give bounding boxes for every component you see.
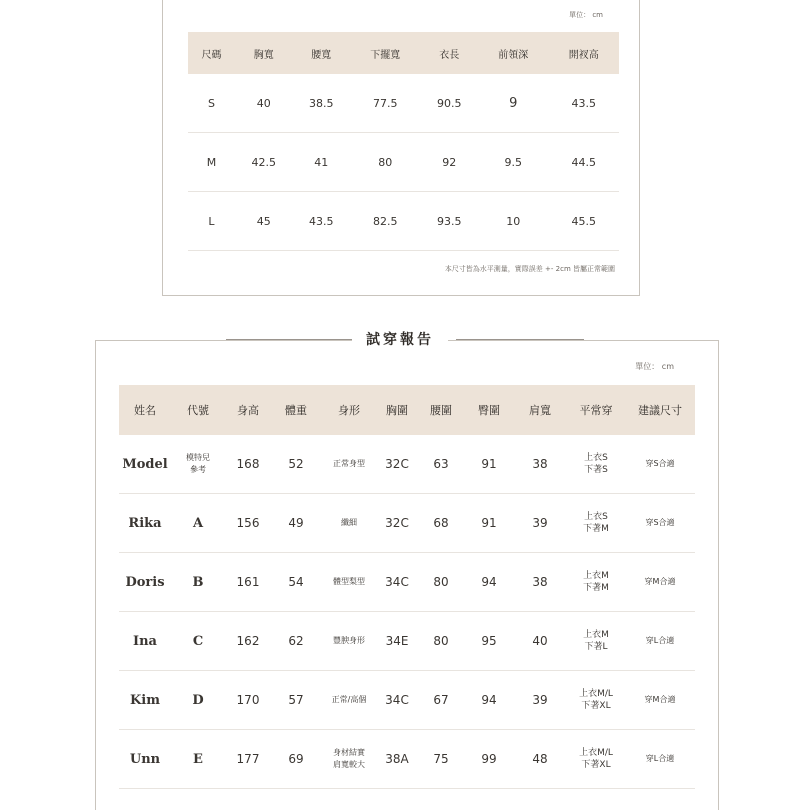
usual-top-size: 上衣M — [583, 630, 609, 640]
shoulder-cell: 38 — [513, 553, 567, 612]
tester-name: Doris — [119, 553, 171, 612]
bust-cell: 32C — [377, 435, 417, 494]
table-cell: 77.5 — [350, 74, 420, 133]
height-cell: 168 — [225, 435, 271, 494]
tester-name: Rika — [119, 494, 171, 553]
table-cell: 43.5 — [548, 74, 619, 133]
shape-cell: 纖細 — [321, 494, 377, 553]
hip-cell: 95 — [465, 612, 513, 671]
table-cell: 43.5 — [293, 192, 351, 251]
fit-report-title: 試穿報告 — [0, 329, 800, 349]
hip-cell: 99 — [465, 730, 513, 789]
table-cell: 90.5 — [420, 74, 478, 133]
table-cell: 80 — [350, 133, 420, 192]
tester-name: Kim — [119, 671, 171, 730]
hip-cell: 91 — [465, 435, 513, 494]
usual-size-cell — [567, 612, 625, 671]
shoulder-cell: 39 — [513, 671, 567, 730]
hip-cell: 94 — [465, 671, 513, 730]
table-row — [119, 730, 695, 789]
table-row — [119, 553, 695, 612]
height-cell: 161 — [225, 553, 271, 612]
usual-top-size: 上衣S — [584, 453, 608, 463]
weight-cell: 54 — [271, 553, 321, 612]
suggested-size-cell: 穿L合適 — [625, 612, 695, 671]
height-header: 身高 — [225, 385, 271, 435]
usual-top-size: 上衣M/L — [579, 689, 613, 699]
table-cell: 82.5 — [350, 192, 420, 251]
weight-cell: 49 — [271, 494, 321, 553]
tester-code: D — [171, 671, 225, 730]
suggested-size-cell: 穿M合適 — [625, 671, 695, 730]
tester-code: A — [171, 494, 225, 553]
shape-cell: 正常身型 — [321, 435, 377, 494]
table-cell: 40 — [235, 74, 293, 133]
shape-header: 身形 — [321, 385, 377, 435]
tester-name: Unn — [119, 730, 171, 789]
height-cell: 170 — [225, 671, 271, 730]
shoulder-header: 肩寬 — [513, 385, 567, 435]
shape-cell: 豐腴身形 — [321, 612, 377, 671]
suggested-size-cell: 穿S合適 — [625, 494, 695, 553]
waist-cell: 67 — [417, 671, 465, 730]
table-cell: 45 — [235, 192, 293, 251]
table-row — [188, 192, 619, 251]
fit-report-panel — [95, 340, 719, 810]
table-cell: 38.5 — [293, 74, 351, 133]
size-header: 尺碼 — [188, 32, 235, 74]
suggested-size-cell: 穿L合適 — [625, 730, 695, 789]
code-header: 代號 — [171, 385, 225, 435]
weight-cell: 69 — [271, 730, 321, 789]
usual-bottom-size: 下著M — [583, 524, 609, 534]
size-chart-panel — [162, 0, 640, 296]
bust-cell: 34C — [377, 553, 417, 612]
shape-cell: 身材結實 肩寬較大 — [321, 730, 377, 789]
height-cell: 177 — [225, 730, 271, 789]
weight-cell: 62 — [271, 612, 321, 671]
usual-bottom-size: 下著M — [583, 583, 609, 593]
name-header: 姓名 — [119, 385, 171, 435]
suggested-size-cell: 穿S合適 — [625, 435, 695, 494]
usual-size-cell — [567, 494, 625, 553]
length-header: 衣長 — [420, 32, 478, 74]
usual-size-header: 平常穿 — [567, 385, 625, 435]
usual-size-cell — [567, 671, 625, 730]
shoulder-cell: 40 — [513, 612, 567, 671]
table-row — [119, 612, 695, 671]
table-cell: 9 — [478, 74, 548, 133]
usual-size-cell — [567, 730, 625, 789]
size-chart-table — [188, 32, 619, 251]
height-cell: 156 — [225, 494, 271, 553]
size-cell: M — [188, 133, 235, 192]
bust-cell: 32C — [377, 494, 417, 553]
usual-bottom-size: 下著L — [584, 642, 608, 652]
shoulder-cell: 39 — [513, 494, 567, 553]
measurement-note: 本尺寸皆為水平測量，實際誤差 +- 2cm 皆屬正常範圍 — [444, 265, 615, 273]
size-cell: S — [188, 74, 235, 133]
waist-cell: 80 — [417, 612, 465, 671]
table-cell: 41 — [293, 133, 351, 192]
fit-report-unit: 單位： cm — [635, 362, 674, 371]
tester-name: Model — [119, 435, 171, 494]
usual-size-cell — [567, 553, 625, 612]
size-chart-unit: 單位： cm — [569, 11, 603, 19]
tester-code: E — [171, 730, 225, 789]
hip-cell: 91 — [465, 494, 513, 553]
table-cell: 42.5 — [235, 133, 293, 192]
waist-cell: 75 — [417, 730, 465, 789]
table-cell: 92 — [420, 133, 478, 192]
shoulder-cell: 38 — [513, 435, 567, 494]
usual-top-size: 上衣S — [584, 512, 608, 522]
weight-cell: 57 — [271, 671, 321, 730]
hip-cell: 94 — [465, 553, 513, 612]
weight-cell: 52 — [271, 435, 321, 494]
tester-code: B — [171, 553, 225, 612]
table-row — [119, 435, 695, 494]
waist-header: 腰寬 — [293, 32, 351, 74]
usual-bottom-size: 下著S — [584, 465, 608, 475]
bust-cell: 34C — [377, 671, 417, 730]
waist-cell: 80 — [417, 553, 465, 612]
size-cell: L — [188, 192, 235, 251]
shoulder-cell: 48 — [513, 730, 567, 789]
suggested-size-header: 建議尺寸 — [625, 385, 695, 435]
waist-cell: 63 — [417, 435, 465, 494]
usual-bottom-size: 下著XL — [581, 760, 611, 770]
table-cell: 10 — [478, 192, 548, 251]
hip-header: 臀圍 — [465, 385, 513, 435]
waist-cell: 68 — [417, 494, 465, 553]
usual-size-cell — [567, 435, 625, 494]
slit-height-header: 開衩高 — [548, 32, 619, 74]
table-cell: 45.5 — [548, 192, 619, 251]
bust-cell: 34E — [377, 612, 417, 671]
usual-top-size: 上衣M — [583, 571, 609, 581]
table-row — [119, 671, 695, 730]
table-row — [188, 74, 619, 133]
table-row — [119, 494, 695, 553]
table-row — [188, 133, 619, 192]
tester-code: 模特兒 參考 — [171, 435, 225, 494]
table-cell: 93.5 — [420, 192, 478, 251]
height-cell: 162 — [225, 612, 271, 671]
suggested-size-cell: 穿M合適 — [625, 553, 695, 612]
table-cell: 9.5 — [478, 133, 548, 192]
table-cell: 44.5 — [548, 133, 619, 192]
shape-cell: 正常/高個 — [321, 671, 377, 730]
tester-name: Ina — [119, 612, 171, 671]
usual-bottom-size: 下著XL — [581, 701, 611, 711]
bust-header: 胸圍 — [377, 385, 417, 435]
chest-header: 胸寬 — [235, 32, 293, 74]
neck-depth-header: 前領深 — [478, 32, 548, 74]
hem-header: 下擺寬 — [350, 32, 420, 74]
weight-header: 體重 — [271, 385, 321, 435]
waist-header: 腰圍 — [417, 385, 465, 435]
usual-top-size: 上衣M/L — [579, 748, 613, 758]
fit-report-table — [119, 385, 695, 789]
bust-cell: 38A — [377, 730, 417, 789]
tester-code: C — [171, 612, 225, 671]
shape-cell: 體型梨型 — [321, 553, 377, 612]
